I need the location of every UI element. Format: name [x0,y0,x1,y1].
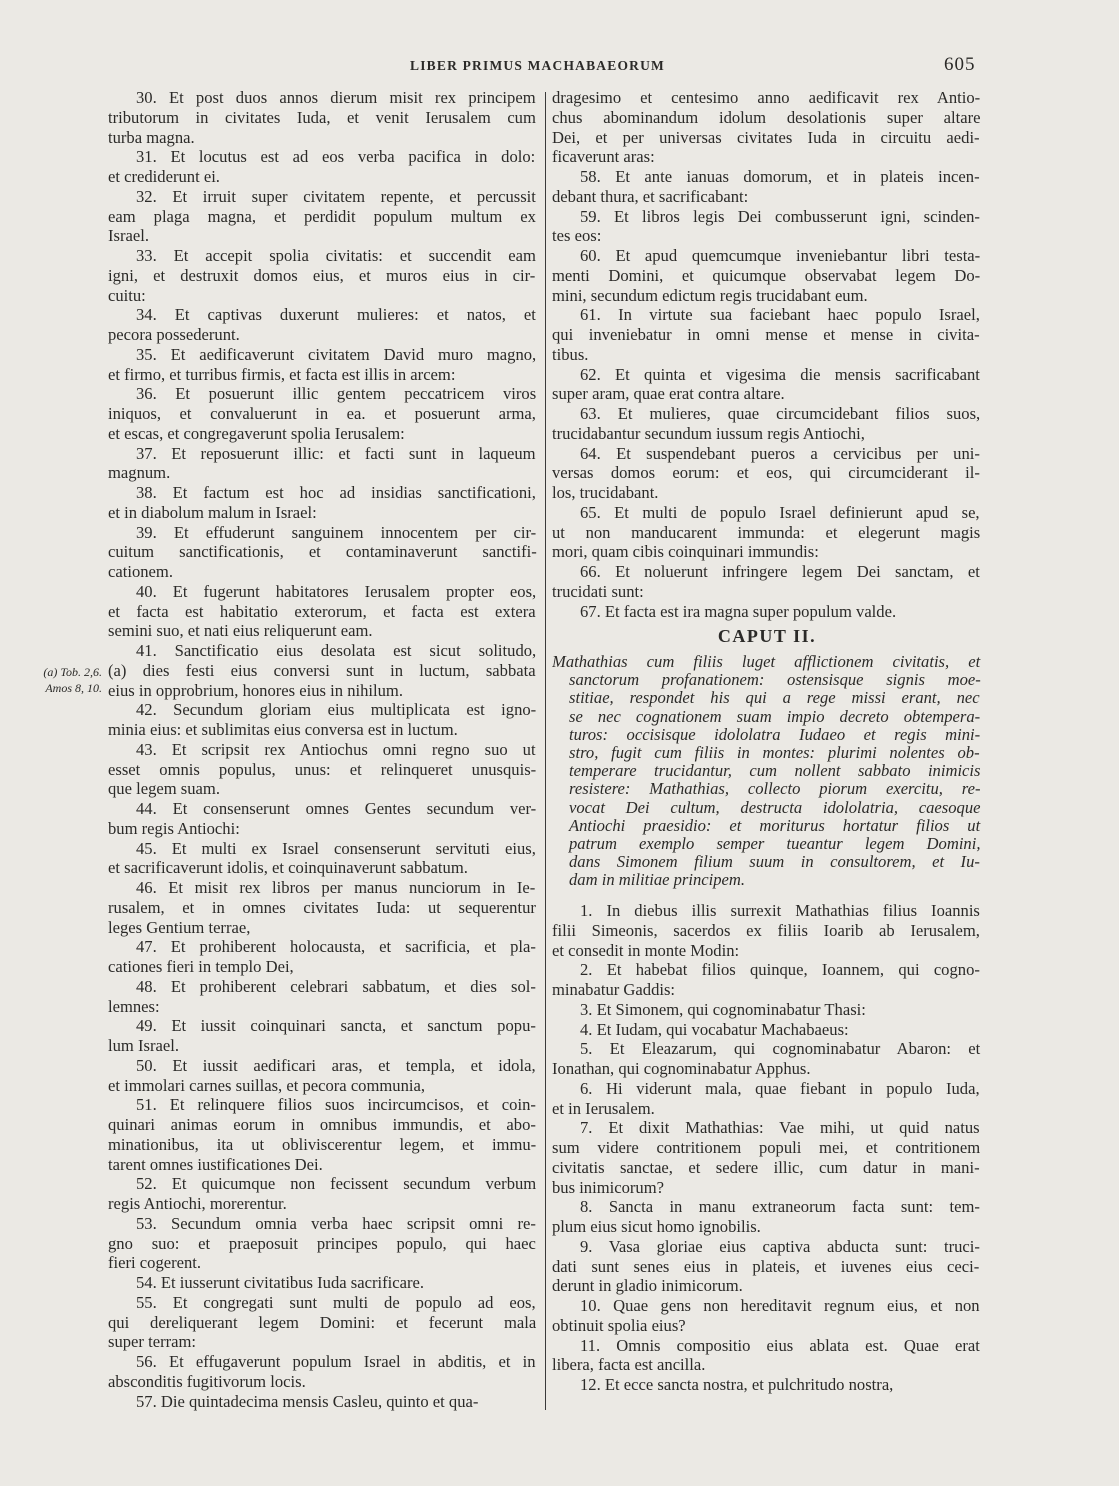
verse-paragraph [108,977,538,1017]
text-line: 12. Et ecce sancta nostra, et pulchritudo nostra, [580,1375,894,1394]
text-line: lum Israel. [108,1036,179,1055]
text-line: magnum. [108,463,171,483]
verse-paragraph [108,1095,538,1174]
text-line: semini suo, et nati eius reliquerunt eam. [108,621,373,641]
text-line: tarent omnes iustificationes Dei. [108,1154,323,1174]
text-line: mori, quam cibis coinquinari immundis: [552,542,819,562]
text-line: et escas, et congregaverunt spolia Ierusalem: [108,423,405,443]
verse-paragraph [552,1336,982,1376]
column-divider [545,92,546,1410]
text-line: 49. Et iussit coinquinari sancta, et sanctum popu- [136,1016,536,1036]
text-line: (a) dies festi eius conversi sunt in luctum, sabbata [108,660,536,680]
text-line: menti Domini, et quicumque observabat legem Do- [552,265,981,285]
running-title: LIBER PRIMUS MACHABAEORUM [410,58,666,73]
text-line: tes eos: [552,226,602,246]
verse-paragraph [108,641,538,700]
text-line: et in Ierusalem. [552,1098,655,1118]
text-line: 6. Hi viderunt mala, quae fiebant in populo Iuda, [580,1078,980,1098]
verse-paragraph [108,1214,538,1273]
verse-paragraph [108,187,538,246]
text-line: dam in militiae principem. [569,871,746,890]
text-line: trucidabantur secundum iussum regis Antiochi, [552,423,865,443]
verse-paragraph [108,1016,538,1056]
text-line: los, trucidabant. [552,483,659,502]
text-line: lemnes: [108,996,160,1016]
verse-paragraph [552,1237,982,1296]
verse-paragraph [552,1079,982,1119]
text-line: et in diabolum malum in Israel: [108,502,317,522]
text-line: qui dereliquerant legem Domini: et fecerunt mala [108,1312,537,1332]
text-line: 41. Sanctificatio eius desolata est sicut solitudo, [136,641,537,660]
text-line: Mathathias cum filiis luget afflictionem civitatis, et [552,653,981,671]
text-line: turos: occisisque idololatra Iudaeo et regis mini- [569,725,981,744]
verse-paragraph [552,1375,982,1395]
text-line: se nec cognationem suam impio decreto obtempera- [569,707,981,726]
text-line: 5. Et Eleazarum, qui cognominabatur Abaron: et [580,1039,981,1059]
text-line: 48. Et prohiberent celebrari sabbatum, et dies sol- [136,976,536,996]
verse-paragraph [108,799,538,839]
verse-paragraph [108,147,538,187]
verse-paragraph [108,345,538,385]
right-column-verses-ch1 [552,88,982,621]
text-line: et consedit in monte Modin: [552,940,740,960]
text-line: rusalem, et in omnes civitates Iuda: ut sequerentur [108,897,536,917]
text-line: 65. Et multi de populo Israel definierunt apud se, [580,502,980,522]
text-line: iniquos, et convaluerunt in ea. et posuerunt arma, [108,404,536,423]
text-line: 51. Et relinquere filios suos incircumcisos, et coin- [136,1095,536,1115]
text-line: 58. Et ante ianuas domorum, et in plateis incen- [580,167,980,186]
verse-paragraph [552,1039,982,1079]
text-line: 62. Et quinta et vigesima die mensis sacrificabant [580,364,980,384]
text-line: 34. Et captivas duxerunt mulieres: et natos, et [136,305,536,325]
verse-paragraph [552,562,982,602]
text-line: sanctorum profanationem: ostensisque signis moe- [569,671,981,690]
verse-paragraph [552,1118,982,1197]
text-line: 64. Et suspendebant pueros a cervicibus per uni- [580,443,980,463]
verse-paragraph [552,404,982,444]
text-line: 32. Et irruit super civitatem repente, et percussit [136,186,536,206]
text-line: 8. Sancta in manu extraneorum facta sunt: tem- [580,1197,980,1217]
text-line: 2. Et habebat filios quinque, Ioannem, qui cogno- [580,960,980,980]
text-line: regis Antiochi, morerentur. [108,1194,287,1213]
text-line: Antiochi praesidio: et moriturus hortatur filios ut [569,816,981,835]
text-line: et firmo, et turribus firmis, et facta est illis in arcem: [108,364,456,384]
text-line: plum eius sicut homo ignobilis. [552,1217,761,1236]
text-line: absconditis fugitivorum locis. [108,1371,306,1391]
verse-paragraph [108,483,538,523]
text-line: tibus. [552,344,589,364]
text-line: 1. In diebus illis surrexit Mathathias filius Ioannis [580,901,980,920]
text-line: patrum exemplo semper tueantur legem Domini, [569,834,981,853]
verse-paragraph [552,305,982,364]
text-line: 67. Et facta est ira magna super populum valde. [580,601,897,621]
text-line: 60. Et apud quemcumque inveniebantur libri testa- [580,246,981,265]
text-line: 38. Et factum est hoc ad insidias sanctificationi, [136,483,536,502]
text-line: 4. Et Iudam, qui vocabatur Machabaeus: [580,1019,849,1039]
text-line: debant thura, et sacrificabant: [552,186,749,206]
text-line: 36. Et posuerunt illic gentem peccatricem viros [136,384,537,404]
chapter-heading: CAPUT II. [717,626,817,646]
text-line: 52. Et quicumque non fecissent secundum verbum [136,1174,537,1194]
verse-paragraph [552,901,982,960]
text-line: temperare trucidantur, cum nollent sabbato inimicis [569,762,981,781]
verse-paragraph [552,444,982,503]
verse-paragraph [552,602,982,622]
text-line: 54. Et iusserunt civitatibus Iuda sacrificare. [136,1273,424,1292]
text-line: bum regis Antiochi: [108,818,240,838]
margin-reference-line: (a) Tob. 2,6. [43,665,102,679]
text-line: 39. Et effuderunt sanguinem innocentem per cir- [136,522,537,542]
text-line: dragesimo et centesimo anno aedificavit rex Antio- [552,88,981,107]
verse-paragraph [552,960,982,1000]
verse-paragraph [108,88,538,147]
text-line: chus abominandum idolum desolationis super altare [552,107,981,127]
verse-paragraph [552,1020,982,1040]
text-line: gno suo: et praeposuit principes populo, qui haec [108,1233,536,1253]
verse-paragraph [108,246,538,305]
verse-paragraph [552,207,982,247]
text-line: eius in opprobrium, honores eius in nihilum. [108,680,403,700]
text-line: dati sunt senes eius in plateis, et iuvenes eius ceci- [552,1256,980,1276]
verse-paragraph [552,365,982,405]
text-line: versas domos eorum: et eos, qui circumciderant il- [552,463,980,483]
text-line: civitatis sanctae, et sedere illic, cum datur in mani- [552,1157,980,1177]
text-line: derunt in gladio inimicorum. [552,1276,743,1296]
text-line: et immolari carnes suillas, et pecora communia, [108,1075,426,1095]
text-line: 63. Et mulieres, quae circumcidebant filios suos, [580,404,981,423]
text-line: bus inimicorum? [552,1177,664,1197]
verse-paragraph [552,246,982,305]
verse-paragraph [108,1056,538,1096]
text-line: cuitum sanctificationis, et contaminaverunt sanctifi- [108,542,537,562]
text-line: 43. Et scripsit rex Antiochus omni regno suo ut [136,739,536,759]
text-line: resistere: Mathathias, collecto piorum exercitu, re- [569,780,981,799]
text-line: cuitu: [108,285,146,305]
text-line: mini, secundum edictum regis trucidabant eum. [552,285,868,305]
page-number: 605 [944,54,976,75]
verse-paragraph [108,1293,538,1352]
verse-paragraph [108,740,538,799]
text-line: 47. Et prohiberent holocausta, et sacrificia, et pla- [136,937,536,957]
verse-paragraph [552,167,982,207]
left-column [108,88,538,1411]
verse-paragraph [108,1174,538,1214]
text-line: 55. Et congregati sunt multi de populo ad eos, [136,1292,536,1312]
text-line: 59. Et libros legis Dei combusserunt igni, scinden- [580,206,980,226]
text-line: cationes fieri in templo Dei, [108,957,294,976]
text-line: fieri cogerent. [108,1253,202,1273]
text-line: minia eius: et sublimitas eius conversa est in luctum. [108,720,458,739]
verse-paragraph [108,444,538,484]
text-line: que legem suam. [108,779,220,799]
text-line: 42. Secundum gloriam eius multiplicata est igno- [136,700,537,720]
verse-paragraph [552,88,982,167]
text-line: 40. Et fugerunt habitatores Ierusalem propter eos, [136,581,537,601]
verse-paragraph [552,1000,982,1020]
text-line: 61. In virtute sua faciebant haec populo Israel, [580,305,980,325]
verse-paragraph [552,1197,982,1237]
chapter-summary [552,653,982,889]
text-line: cationem. [108,562,173,581]
verse-paragraph [552,653,982,889]
text-line: dans Simonem filium suum in consultorem, et Iu- [569,853,980,872]
verse-paragraph [108,937,538,977]
text-line: turba magna. [108,127,195,147]
text-line: minationibus, ita ut obliviscerentur legem, et immu- [108,1134,537,1154]
text-line: sum videre contritionem populi mei, et contritionem [552,1138,981,1157]
text-line: super aram, quae erat contra altare. [552,384,785,404]
text-line: et sacrificaverunt idolis, et coinquinaverunt sabbatum. [108,858,468,878]
verse-paragraph [108,582,538,641]
text-line: 56. Et effugaverunt populum Israel in abditis, et in [136,1352,536,1371]
text-line: 37. Et reposuerunt illic: et facti sunt in laqueum [136,443,536,463]
verse-paragraph [108,1352,538,1392]
verse-paragraph [108,700,538,740]
text-line: 10. Quae gens non hereditavit regnum eius, et non [580,1296,980,1315]
verse-paragraph [108,1273,538,1293]
verse-paragraph [108,1392,538,1412]
text-line: 50. Et iussit aedificari aras, et templa, et idola, [136,1055,536,1075]
text-line: esset omnis populus, unus: et relinqueret unusquis- [108,759,537,779]
verse-paragraph [108,878,538,937]
verse-paragraph [552,1296,982,1336]
verse-paragraph [108,384,538,443]
text-line: stro, fugit cum filiis in montes: plurimi nolentes ob- [569,743,980,762]
text-line: 9. Vasa gloriae eius captiva abducta sunt: truci- [580,1236,980,1256]
text-line: filii Simeonis, sacerdos ex filiis Ioarib ab Ierusalem, [552,920,980,940]
text-line: 57. Die quintadecima mensis Casleu, quinto et qua- [136,1391,479,1411]
right-column-verses-ch2 [552,901,982,1395]
text-line: vocat Dei cultum, destructa idololatria, caesoque [569,798,981,817]
verse-paragraph [108,523,538,582]
text-line: qui inveniebatur in omni mense et mense in civita- [552,325,980,344]
text-line: stitiae, respondet his qui a rege missi erant, nec [569,689,980,708]
text-line: pecora possederunt. [108,325,240,344]
verse-paragraph [552,503,982,562]
text-line: ficaverunt aras: [552,147,655,167]
text-line: igni, et destruxit domos eius, et muros eius in cir- [108,265,536,285]
text-line: 44. Et consenserunt omnes Gentes secundum ver- [136,799,537,818]
text-line: quinari animas eorum in omnibus immundis, et abo- [108,1115,536,1134]
text-line: ut non manducarent immunda: et elegerunt magis [552,522,981,542]
text-line: 7. Et dixit Mathathias: Vae mihi, ut quid natus [580,1118,980,1138]
margin-reference-line: Amos 8, 10. [45,681,102,695]
text-line: 46. Et misit rex libros per manus nunciorum in Ie- [136,878,536,897]
text-line: 3. Et Simonem, qui cognominabatur Thasi: [580,999,866,1019]
margin-reference [14,664,102,696]
text-line: 11. Omnis compositio eius ablata est. Quae erat [580,1335,980,1355]
text-line: super terram: [108,1332,197,1352]
text-line: 53. Secundum omnia verba haec scripsit omni re- [136,1213,536,1233]
text-line: 33. Et accepit spolia civitatis: et succendit eam [136,246,536,265]
text-line: 66. Et noluerunt infringere legem Dei sanctam, et [580,562,980,581]
verse-paragraph [108,839,538,879]
text-line: et crediderunt ei. [108,167,220,186]
text-line: leges Gentium terrae, [108,917,251,937]
text-line: Dei, et per universas civitates Iuda in circuitu aedi- [552,127,980,147]
text-line: 45. Et multi ex Israel consenserunt servituti eius, [136,838,536,858]
text-line: et facta est habitatio exterorum, et facta est extera [108,601,536,621]
text-line: libera, facta est ancilla. [552,1355,706,1375]
text-line: Ionathan, qui cognominabatur Apphus. [552,1059,811,1078]
text-line: Israel. [108,226,149,246]
text-line: 30. Et post duos annos dierum misit rex principem [136,88,536,107]
page-header [0,54,1119,80]
text-line: 31. Et locutus est ad eos verba pacifica in dolo: [136,147,536,167]
text-line: 35. Et aedificaverunt civitatem David muro magno, [136,344,537,364]
text-line: eam plaga magna, et perdidit populum multum ex [108,206,536,226]
text-line: trucidati sunt: [552,581,644,601]
text-line: obtinuit spolia eius? [552,1315,686,1335]
text-line: minabatur Gaddis: [552,980,676,999]
text-line: tributorum in civitates Iuda, et venit Ierusalem cum [108,107,536,127]
verse-paragraph [108,305,538,345]
